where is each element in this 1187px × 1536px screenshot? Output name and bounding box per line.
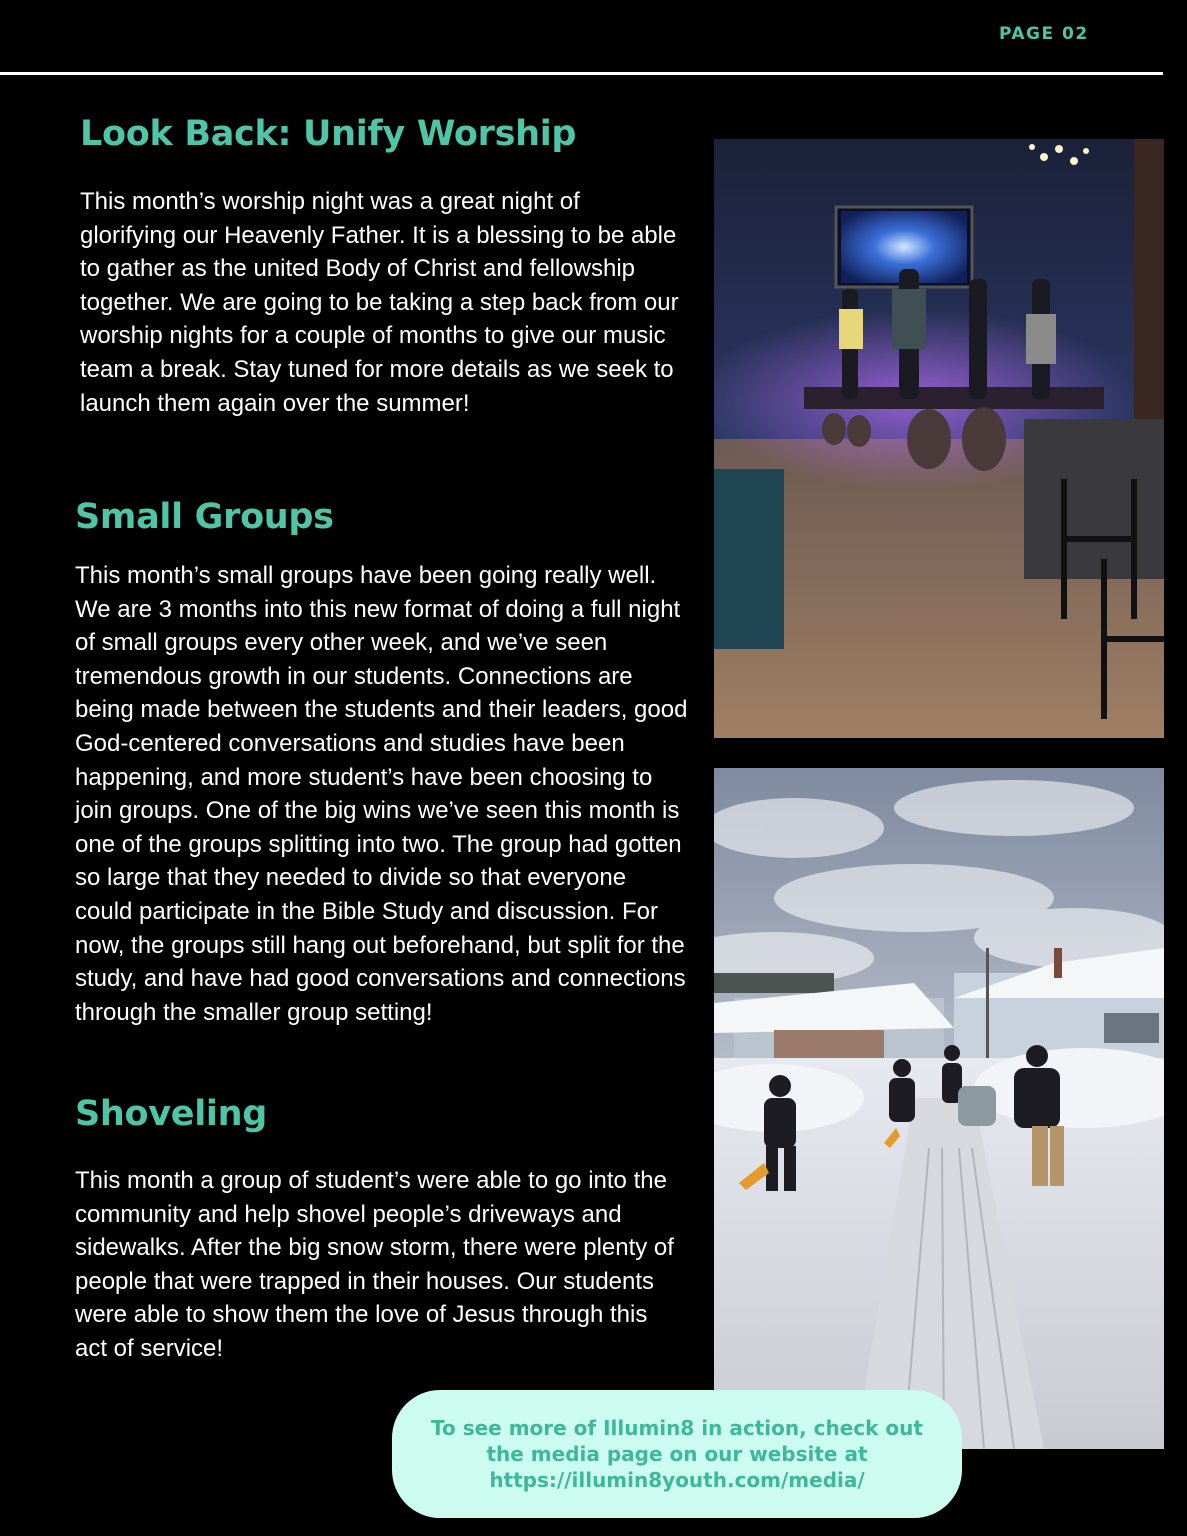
section-title-shoveling: Shoveling <box>75 1094 267 1134</box>
section-title-worship: Look Back: Unify Worship <box>80 114 577 154</box>
section-body-shoveling: This month a group of student’s were able to go into the community and help shovel people’s driveways and sidewalks. After the big snow storm, there were plenty of people that were trapped in their houses. Our students were able to show them the love of Jesus through this act of service! <box>75 1167 674 1362</box>
website-callout-text: To see more of Illumin8 in action, check out the media page on our website at https://illumin8youth.com/media/ <box>431 1416 923 1492</box>
website-callout <box>392 1390 962 1518</box>
shoveling-photo <box>714 768 1164 1449</box>
section-body-small-groups: This month’s small groups have been going really well. We are 3 months into this new format of doing a full night of small groups every other week, and we’ve seen tremendous growth in our students. Connections are being made between the students and their leaders, good God-centered conversations and studies have been happening, and more student’s have been choosing to join groups. One of the big wins we’ve seen this month is one of the groups splitting into two. The group had gotten so large that they needed to divide so that everyone could participate in the Bible Study and discussion. For now, the groups still hang out beforehand, but split for the study, and have had good conversations and connections through the smaller group setting! <box>75 562 688 1026</box>
worship-night-photo <box>714 139 1164 738</box>
page-number: PAGE 02 <box>999 24 1089 44</box>
section-body-worship: This month’s worship night was a great night of glorifying our Heavenly Father. It is a blessing to be able to gather as the united Body of Christ and fellowship together. We are going to be taking a step back from our worship nights for a couple of months to give our music team a break. Stay tuned for more details as we seek to launch them again over the summer! <box>80 188 679 417</box>
section-title-small-groups: Small Groups <box>75 497 334 537</box>
header-divider <box>0 72 1163 75</box>
